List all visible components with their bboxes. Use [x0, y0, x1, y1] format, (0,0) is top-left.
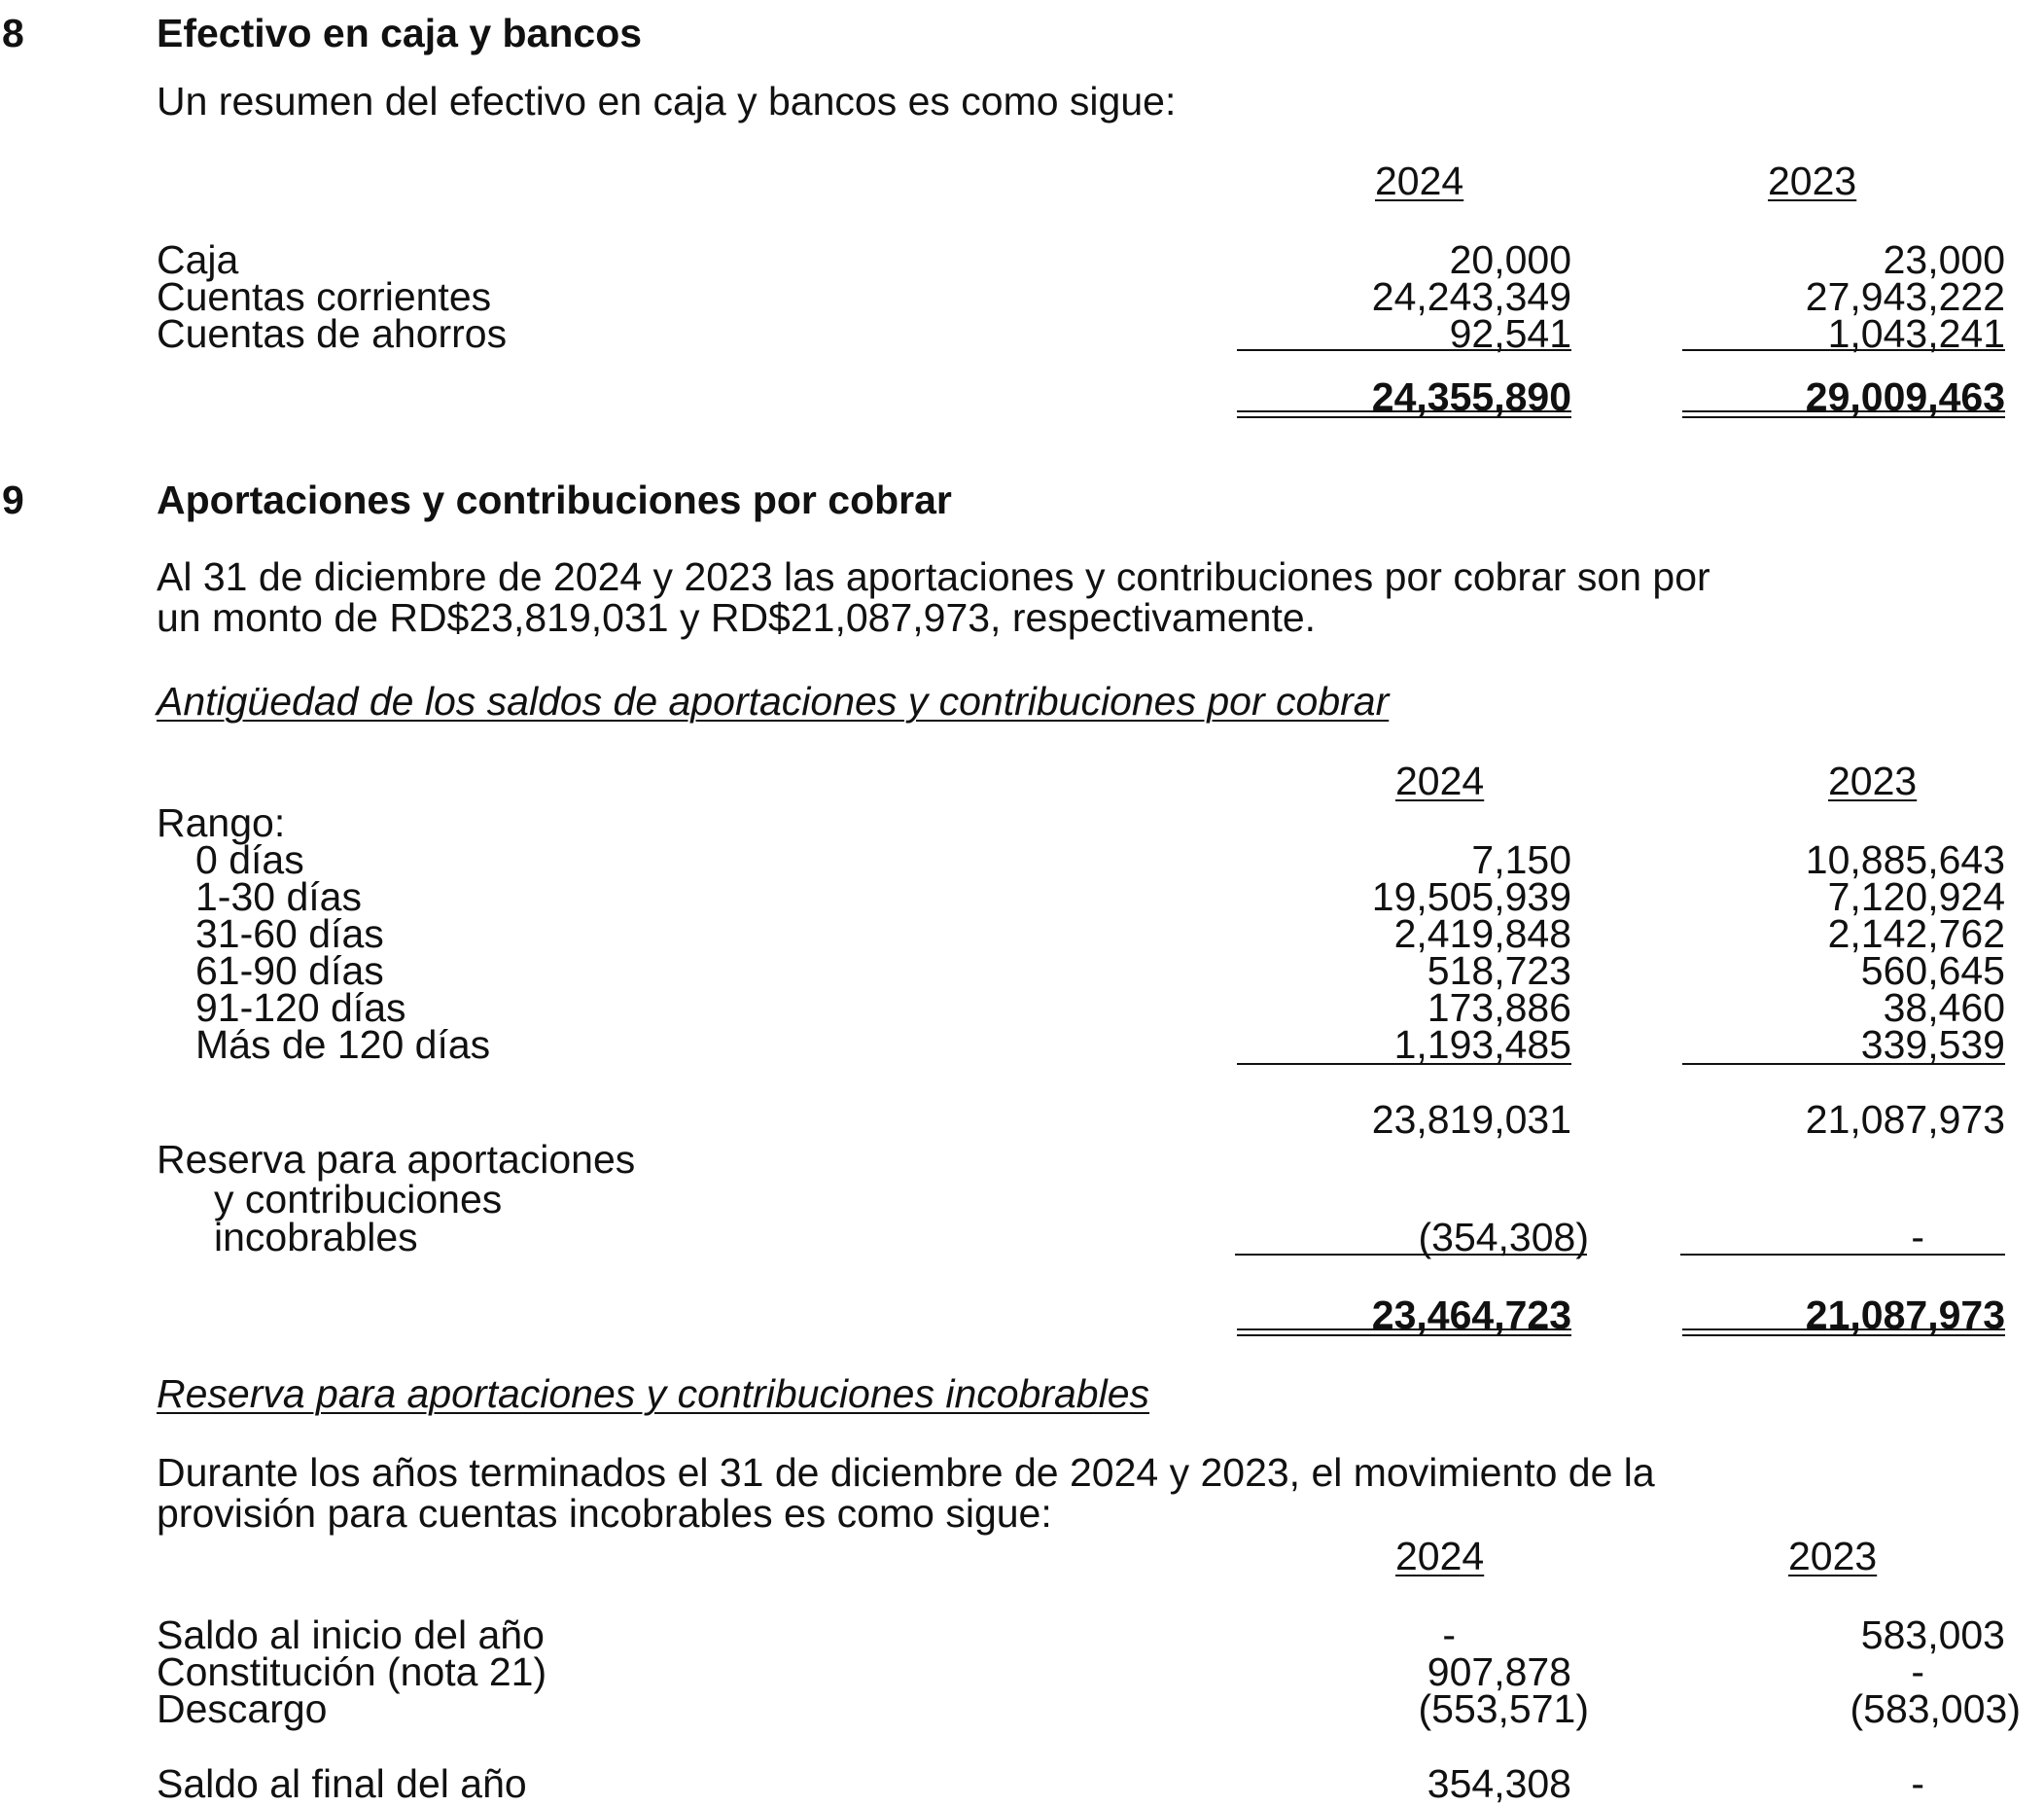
- aging-row-2023: 339,539: [1860, 1022, 2005, 1067]
- reserve-movement-row-2023: (583,003): [1850, 1686, 2021, 1731]
- aging-row-label: 1-30 días: [195, 874, 362, 919]
- aging-col-2023: 2023: [1828, 759, 1918, 803]
- reserve-movement-row-2024: (553,571): [1418, 1686, 1589, 1731]
- reserve-movement-row-2024: -: [1442, 1612, 1456, 1657]
- reserve-movement-row-label: Descargo: [157, 1686, 328, 1731]
- aging-row-label: 91-120 días: [195, 985, 406, 1030]
- note-8-total-2023: 29,009,463: [1805, 374, 2005, 419]
- paragraph-line: provisión para cuentas incobrables es como sigue:: [157, 1491, 1052, 1536]
- note-8-col-2024: 2024: [1375, 159, 1464, 203]
- note-8-row-2023: 27,943,222: [1805, 274, 2005, 319]
- reserve-movement-row-label: Constitución (nota 21): [157, 1649, 547, 1694]
- aging-row-label: 61-90 días: [195, 948, 384, 993]
- note-8-row-2024: 92,541: [1449, 311, 1571, 356]
- aging-row-2024: 173,886: [1427, 985, 1571, 1030]
- subtotal-rule: [1682, 349, 2005, 351]
- note-8-row-2023: 23,000: [1883, 237, 2005, 282]
- reserve-movement-row-2023: 583,003: [1860, 1612, 2005, 1657]
- reserve-movement-col-2024: 2024: [1395, 1534, 1485, 1578]
- paragraph-line: Durante los años terminados el 31 de diciembre de 2024 y 2023, el movimiento de la: [157, 1450, 1655, 1495]
- total-double-rule: [1237, 410, 1571, 418]
- reserve-2024: (354,308): [1418, 1215, 1589, 1259]
- aging-row-label: 31-60 días: [195, 911, 384, 956]
- reserve-label-line: Reserva para aportaciones: [157, 1137, 636, 1182]
- paragraph-line: un monto de RD$23,819,031 y RD$21,087,973, respectivamente.: [157, 595, 1317, 640]
- reserve-2023: -: [1911, 1215, 1924, 1259]
- aging-subtotal-2024: 23,819,031: [1371, 1097, 1571, 1142]
- reserve-movement-final-label: Saldo al final del año: [157, 1761, 527, 1806]
- subtotal-rule: [1235, 1254, 1587, 1256]
- aging-total-2023: 21,087,973: [1805, 1293, 2005, 1337]
- note-8-row-label: Cuentas corrientes: [157, 274, 492, 319]
- note-8-row-label: Cuentas de ahorros: [157, 311, 508, 356]
- reserve-movement-final-2024: 354,308: [1427, 1761, 1571, 1806]
- note-9-paragraph: [157, 556, 2043, 638]
- aging-range-label: Rango:: [157, 800, 286, 845]
- aging-row-2023: 10,885,643: [1805, 837, 2005, 882]
- note-9-number: 9: [2, 478, 24, 522]
- subtotal-rule: [1682, 1063, 2005, 1065]
- total-double-rule: [1682, 1328, 2005, 1336]
- note-9-title: Aportaciones y contribuciones por cobrar: [157, 478, 952, 522]
- aging-row-2024: 19,505,939: [1371, 874, 1571, 919]
- reserve-movement-subtitle: Reserva para aportaciones y contribuciones incobrables: [157, 1371, 1150, 1416]
- subtotal-rule: [1237, 349, 1571, 351]
- subtotal-rule: [1680, 1254, 2005, 1256]
- total-double-rule: [1682, 410, 2005, 418]
- subtotal-rule: [1237, 1063, 1571, 1065]
- reserve-movement-final-2023: -: [1911, 1761, 1924, 1806]
- note-8-number: 8: [2, 11, 24, 55]
- note-8-row-2023: 1,043,241: [1827, 311, 2005, 356]
- total-double-rule: [1237, 1328, 1571, 1336]
- reserve-movement-row-2024: 907,878: [1427, 1649, 1571, 1694]
- reserve-movement-col-2023: 2023: [1788, 1534, 1878, 1578]
- reserve-movement-row-label: Saldo al inicio del año: [157, 1612, 545, 1657]
- aging-row-label: Más de 120 días: [195, 1022, 491, 1067]
- aging-row-2024: 1,193,485: [1393, 1022, 1571, 1067]
- paragraph-line: Al 31 de diciembre de 2024 y 2023 las aportaciones y contribuciones por cobrar son por: [157, 554, 1710, 599]
- note-8-col-2023: 2023: [1768, 159, 1857, 203]
- aging-row-2024: 2,419,848: [1393, 911, 1571, 956]
- aging-total-2024: 23,464,723: [1371, 1293, 1571, 1337]
- aging-row-2023: 38,460: [1883, 985, 2005, 1030]
- note-8-row-2024: 20,000: [1449, 237, 1571, 282]
- aging-col-2024: 2024: [1395, 759, 1485, 803]
- note-8-row-2024: 24,243,349: [1371, 274, 1571, 319]
- aging-row-label: 0 días: [195, 837, 304, 882]
- reserve-label-line: incobrables: [214, 1215, 418, 1259]
- reserve-label-line: y contribuciones: [214, 1177, 503, 1222]
- aging-row-2024: 7,150: [1471, 837, 1571, 882]
- aging-row-2024: 518,723: [1427, 948, 1571, 993]
- aging-row-2023: 560,645: [1860, 948, 2005, 993]
- note-8-total-2024: 24,355,890: [1371, 374, 1571, 419]
- note-8-title: Efectivo en caja y bancos: [157, 11, 643, 55]
- reserve-movement-row-2023: -: [1911, 1649, 1924, 1694]
- aging-row-2023: 2,142,762: [1827, 911, 2005, 956]
- note-8-intro: Un resumen del efectivo en caja y bancos es como sigue:: [157, 79, 1177, 124]
- note-8-row-label: Caja: [157, 237, 239, 282]
- aging-subtotal-2023: 21,087,973: [1805, 1097, 2005, 1142]
- aging-subtitle: Antigüedad de los saldos de aportaciones y contribuciones por cobrar: [157, 679, 1390, 724]
- reserve-movement-paragraph: [157, 1452, 2043, 1534]
- aging-row-2023: 7,120,924: [1827, 874, 2005, 919]
